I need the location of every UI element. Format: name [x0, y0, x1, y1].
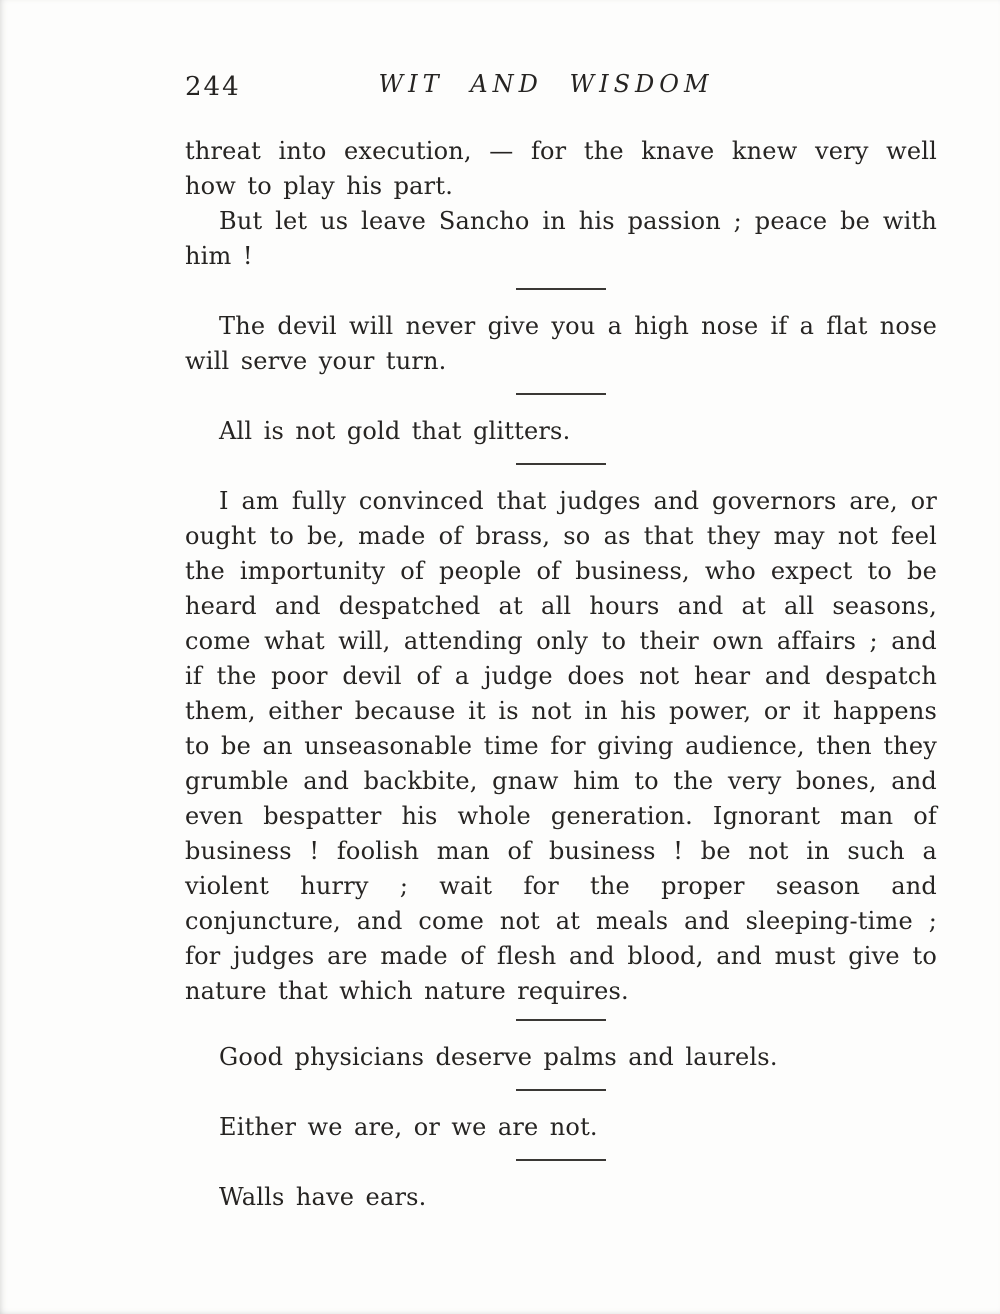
aphorism-good-physicians: Good physicians deserve palms and laurels. [219, 1043, 778, 1071]
section-divider [516, 463, 606, 465]
aphorism-walls-have-ears: Walls have ears. [219, 1183, 427, 1211]
paragraph-sancho: But let us leave Sancho in his passion ; peace be with him ! [185, 207, 937, 270]
section-divider [516, 288, 606, 290]
section-divider [516, 393, 606, 395]
paragraph-continuation: threat into execution, — for the knave knew very well how to play his part. [185, 137, 937, 200]
aphorism-gold-glitters: All is not gold that glitters. [219, 417, 571, 445]
passage-judges-governors: I am fully convinced that judges and governors are, or ought to be, made of brass, so as that they may not feel the importunity of people of business, who expect to be heard and despatched at all hours and at all seasons, come what will, attending only to their own affairs ; and if the poor devil of a judge does not hear and despatch them, either because it is not in his power, or it happens to be an unseasonable time for giving audience, then they grumble and backbite, gnaw him to the very bones, and even bespatter his whole generation. Ignorant man of business ! foolish man of business ! be not in such a violent hurry ; wait for the proper season and conjuncture, and come not at meals and sleeping-time ; for judges are made of flesh and blood, and must give to nature that which nature requires. [185, 487, 937, 1005]
running-title: WIT AND WISDOM [378, 70, 714, 98]
section-divider [516, 1019, 606, 1021]
section-divider [516, 1159, 606, 1161]
text-block [185, 134, 937, 1215]
page-number: 244 [185, 72, 241, 102]
page-header [185, 70, 937, 104]
section-divider [516, 1089, 606, 1091]
page-content [185, 70, 937, 1215]
aphorism-devil-nose: The devil will never give you a high nose if a flat nose will serve your turn. [185, 312, 937, 375]
aphorism-either-we-are: Either we are, or we are not. [219, 1113, 598, 1141]
